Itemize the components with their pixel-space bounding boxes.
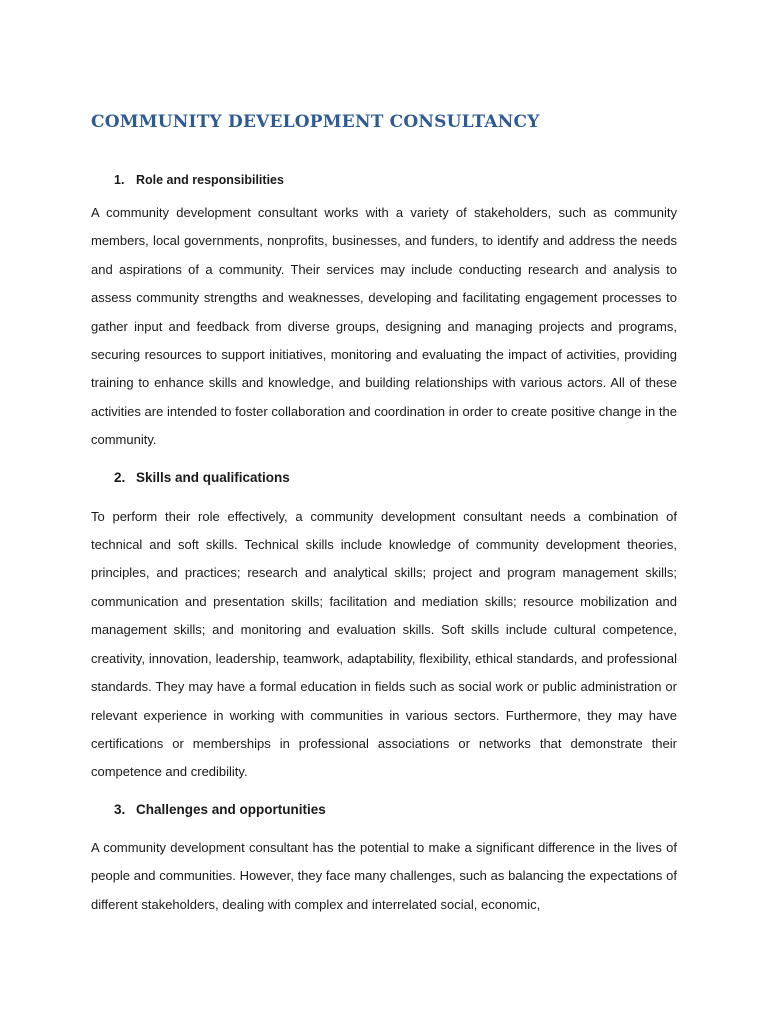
section-number: 3. [114,801,126,817]
section-body-skills: To perform their role effectively, a community development consultant needs a combination of technical and soft skills. Technical skills include knowledge of community development theories, principles, and practices; research and analytical skills; project and program management skills; communication and presentation skills; facilitation and mediation skills; resource mobilization and management skills; and monitoring and evaluation skills. Soft skills include cultural competence, creativity, innovation, leadership, teamwork, adaptability, flexibility, ethical standards, and professional standards. They may have a formal education in fields such as social work or public administration or relevant experience in working with communities in various sectors. Furthermore, they may have certifications or memberships in professional associations or networks that demonstrate their competence and credibility. [91,508,677,780]
section-heading-text: Challenges and opportunities [136,801,326,817]
section-heading-text: Role and responsibilities [136,173,284,187]
section-heading-challenges [91,801,677,819]
section-heading-skills [91,469,677,487]
document-content [91,108,677,919]
section-number: 1. [114,173,125,187]
section-body-role: A community development consultant works with a variety of stakeholders, such as community members, local governments, nonprofits, businesses, and funders, to identify and address the needs and aspirations of a community. Their services may include conducting research and analysis to assess community strengths and weaknesses, developing and facilitating engagement processes to gather input and feedback from diverse groups, designing and managing projects and programs, securing resources to support initiatives, monitoring and evaluating the impact of activities, providing training to enhance skills and knowledge, and building relationships with various actors. All of these activities are intended to foster collaboration and coordination in order to create positive change in the community. [91,205,677,448]
document-title: COMMUNITY DEVELOPMENT CONSULTANCY [91,112,540,132]
section-heading-role [91,172,677,188]
section-number: 2. [114,469,126,485]
section-heading-text: Skills and qualifications [136,469,290,485]
section-body-challenges: A community development consultant has the potential to make a significant difference in the lives of people and communities. However, they face many challenges, such as balancing the expectations of different stakeholders, dealing with complex and interrelated social, economic, [91,839,677,912]
